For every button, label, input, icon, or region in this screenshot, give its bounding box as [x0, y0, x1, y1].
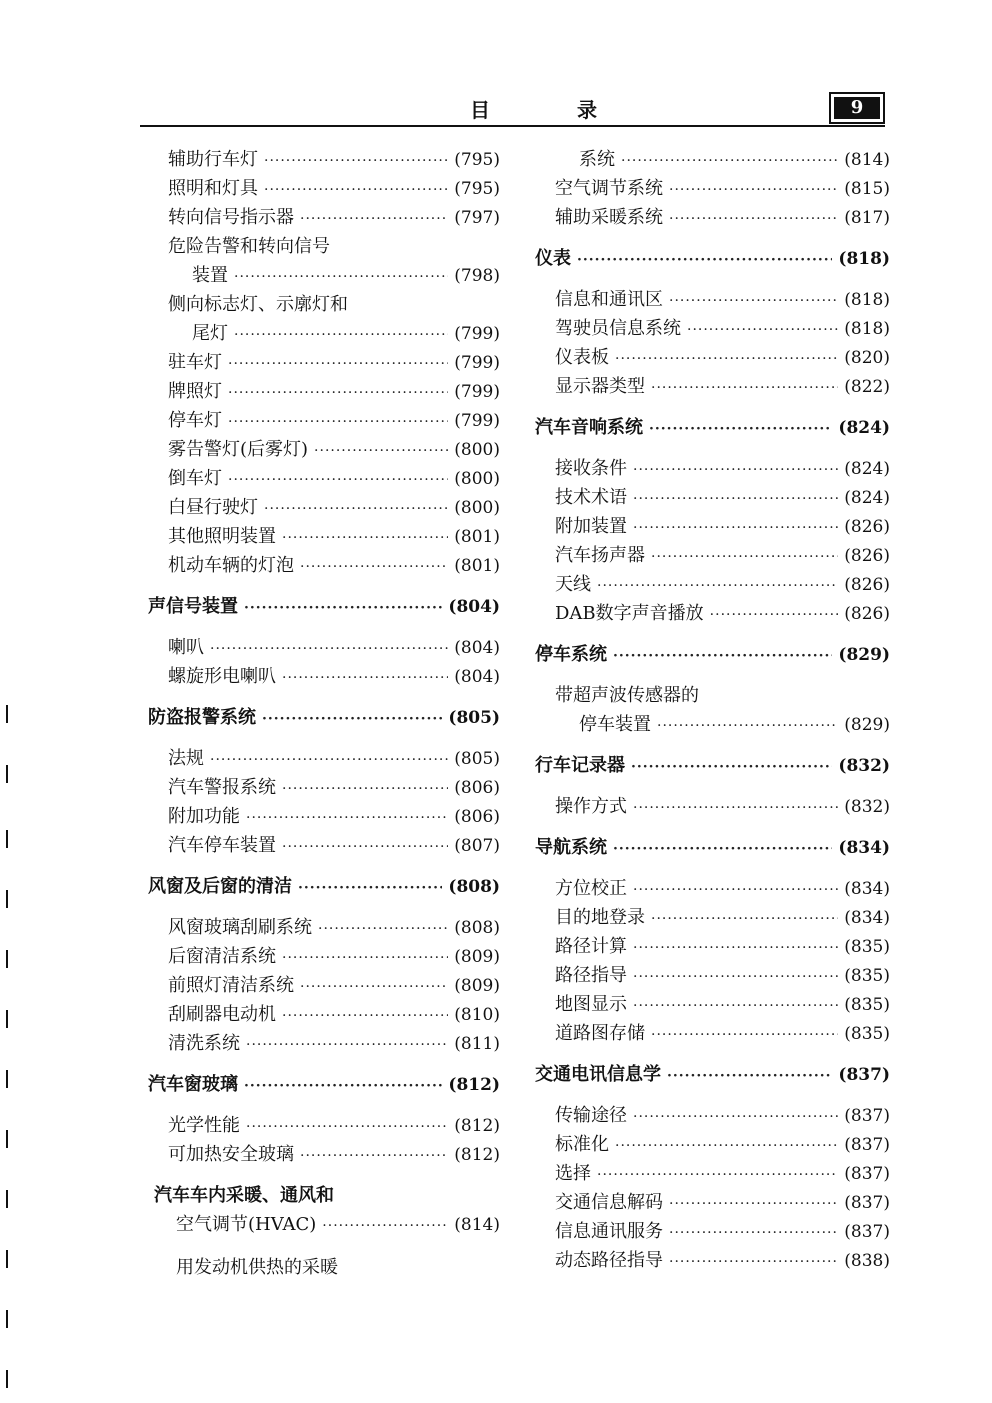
toc-page-number: (800)	[454, 469, 500, 489]
toc-page-number: (795)	[454, 179, 500, 199]
dot-leader	[314, 437, 448, 466]
toc-entry[interactable]	[148, 406, 500, 435]
toc-entry-label: 照明和灯具	[168, 178, 258, 199]
toc-entry-label: 天线	[555, 574, 591, 595]
toc-entry-label: 动态路径指导	[555, 1250, 663, 1271]
dot-leader	[282, 1002, 448, 1031]
scan-edge-mark	[6, 830, 8, 848]
toc-section-entry[interactable]	[148, 872, 500, 901]
dot-leader	[318, 915, 448, 944]
dot-leader	[244, 1072, 442, 1101]
toc-page-number: (824)	[838, 418, 890, 438]
toc-entry[interactable]	[535, 1217, 890, 1246]
toc-page-number: (837)	[838, 1065, 890, 1085]
toc-entry[interactable]	[148, 773, 500, 802]
toc-entry[interactable]	[535, 599, 890, 628]
scan-edge-mark	[6, 1190, 8, 1208]
scan-edge-mark	[6, 1130, 8, 1148]
dot-leader	[710, 601, 839, 630]
toc-page-number: (829)	[838, 645, 890, 665]
dot-leader	[322, 1212, 448, 1241]
toc-entry-label: 可加热安全玻璃	[168, 1144, 294, 1165]
toc-page-number: (834)	[844, 908, 890, 928]
toc-entry-label: 白昼行驶灯	[168, 497, 258, 518]
toc-page-number: (826)	[844, 604, 890, 624]
dot-leader	[577, 246, 832, 275]
toc-page-number: (837)	[844, 1106, 890, 1126]
toc-entry-label: 驾驶员信息系统	[555, 318, 681, 339]
dot-leader	[633, 963, 838, 992]
toc-entry-label: 方位校正	[555, 878, 627, 899]
scan-edge-mark	[6, 765, 8, 783]
toc-page-number: (810)	[454, 1005, 500, 1025]
toc-page-number: (806)	[454, 807, 500, 827]
scan-edge-mark	[6, 950, 8, 968]
toc-page-number: (818)	[844, 290, 890, 310]
toc-entry-label: 防盗报警系统	[148, 707, 256, 728]
toc-entry-label: 后窗清洁系统	[168, 946, 276, 967]
dot-leader	[633, 485, 838, 514]
toc-entry[interactable]	[148, 1140, 500, 1169]
dot-leader	[657, 712, 838, 741]
toc-entry-label: 辅助行车灯	[168, 149, 258, 170]
toc-page-number: (812)	[454, 1145, 500, 1165]
toc-entry[interactable]	[148, 1029, 500, 1058]
toc-left-column	[148, 145, 500, 1282]
toc-entry-label: 行车记录器	[535, 755, 625, 776]
scan-edge-mark	[6, 1070, 8, 1088]
toc-page-number: (818)	[838, 249, 890, 269]
dot-leader	[228, 350, 448, 379]
toc-page-number: (801)	[454, 527, 500, 547]
toc-entry-heading-line	[148, 290, 500, 319]
dot-leader	[633, 514, 838, 543]
toc-entry-label: 雾告警灯(后雾灯)	[168, 439, 309, 460]
toc-entry-label: 汽车车内采暖、通风和	[154, 1185, 334, 1206]
toc-entry[interactable]	[535, 372, 890, 401]
dot-leader	[669, 1248, 838, 1277]
toc-page-number: (799)	[454, 324, 500, 344]
toc-entry[interactable]	[535, 512, 890, 541]
toc-section-entry[interactable]	[148, 703, 500, 732]
dot-leader	[597, 572, 838, 601]
scan-edge-mark	[6, 1250, 8, 1268]
toc-entry-label: 汽车音响系统	[535, 417, 643, 438]
toc-entry-label: 光学性能	[168, 1115, 240, 1136]
toc-entry-label: 用发动机供热的采暖	[176, 1257, 338, 1278]
scan-edge-mark	[6, 705, 8, 723]
toc-entry[interactable]	[535, 903, 890, 932]
toc-entry-label: 附加功能	[168, 806, 240, 827]
toc-page-number: (809)	[454, 976, 500, 996]
toc-entry-label: 接收条件	[555, 458, 627, 479]
toc-page-number: (835)	[844, 937, 890, 957]
toc-page-number: (837)	[844, 1222, 890, 1242]
dot-leader	[669, 205, 838, 234]
toc-page-number: (817)	[844, 208, 890, 228]
page-header	[140, 92, 885, 126]
dot-leader	[633, 876, 838, 905]
toc-page-number: (798)	[454, 266, 500, 286]
toc-page-number: (807)	[454, 836, 500, 856]
dot-leader	[669, 287, 838, 316]
toc-entry[interactable]	[148, 261, 500, 290]
toc-entry-label: 驻车灯	[168, 352, 222, 373]
toc-entry[interactable]	[535, 203, 890, 232]
dot-leader	[262, 705, 442, 734]
toc-entry-heading-line	[535, 681, 890, 710]
toc-page-number: (812)	[448, 1075, 500, 1095]
dot-leader	[246, 804, 448, 833]
toc-right-column	[535, 145, 890, 1275]
toc-entry-label: 路径计算	[555, 936, 627, 957]
toc-entry-label: 技术术语	[555, 487, 627, 508]
toc-page-number: (826)	[844, 575, 890, 595]
dot-leader	[300, 1142, 448, 1171]
dot-leader	[228, 408, 448, 437]
toc-entry-label: 导航系统	[535, 837, 607, 858]
dot-leader	[633, 992, 838, 1021]
toc-entry-label: 前照灯清洁系统	[168, 975, 294, 996]
dot-leader	[234, 263, 448, 292]
toc-entry[interactable]	[148, 377, 500, 406]
dot-leader	[651, 905, 838, 934]
toc-entry-label: 声信号装置	[148, 596, 238, 617]
toc-page-number: (835)	[844, 995, 890, 1015]
dot-leader	[246, 1031, 448, 1060]
toc-entry-label: 路径指导	[555, 965, 627, 986]
toc-entry-label: 目的地登录	[555, 907, 645, 928]
dot-leader	[621, 147, 838, 176]
toc-entry[interactable]	[148, 348, 500, 377]
toc-page-number: (808)	[454, 918, 500, 938]
toc-entry-label: 辅助采暖系统	[555, 207, 663, 228]
toc-entry[interactable]	[148, 1111, 500, 1140]
toc-page-number: (811)	[454, 1034, 500, 1054]
toc-page-number: (804)	[448, 597, 500, 617]
toc-entry-label: 带超声波传感器的	[555, 685, 699, 706]
toc-entry-label: 风窗玻璃刮刷系统	[168, 917, 312, 938]
toc-entry-label: 停车装置	[579, 714, 651, 735]
toc-entry-heading-line	[148, 1181, 500, 1210]
toc-page-number: (801)	[454, 556, 500, 576]
dot-leader	[228, 466, 448, 495]
toc-section-entry[interactable]	[148, 592, 500, 621]
toc-entry-label: 风窗及后窗的清洁	[148, 876, 292, 897]
toc-page-number: (815)	[844, 179, 890, 199]
toc-page-number: (824)	[844, 459, 890, 479]
toc-entry[interactable]	[148, 913, 500, 942]
dot-leader	[282, 833, 448, 862]
dot-leader	[669, 1190, 838, 1219]
page-title: 目 录	[470, 98, 637, 122]
toc-entry-label: 转向信号指示器	[168, 207, 294, 228]
toc-entry-heading-line	[148, 232, 500, 261]
toc-entry[interactable]	[535, 454, 890, 483]
dot-leader	[649, 415, 832, 444]
dot-leader	[651, 1021, 838, 1050]
toc-entry[interactable]	[535, 1130, 890, 1159]
toc-entry-label: 法规	[168, 748, 204, 769]
toc-entry[interactable]	[148, 942, 500, 971]
dot-leader	[633, 1103, 838, 1132]
toc-entry-label: 信息通讯服务	[555, 1221, 663, 1242]
toc-entry-label: 汽车停车装置	[168, 835, 276, 856]
dot-leader	[687, 316, 838, 345]
toc-entry[interactable]	[535, 874, 890, 903]
toc-section-entry[interactable]	[535, 833, 890, 862]
toc-page-number: (837)	[844, 1164, 890, 1184]
dot-leader	[282, 524, 448, 553]
toc-entry-label: 附加装置	[555, 516, 627, 537]
toc-entry-label: 空气调节(HVAC)	[176, 1214, 317, 1235]
toc-page-number: (832)	[838, 756, 890, 776]
toc-entry[interactable]	[148, 1210, 500, 1239]
dot-leader	[615, 345, 838, 374]
dot-leader	[633, 794, 838, 823]
toc-entry[interactable]	[148, 1000, 500, 1029]
dot-leader	[651, 374, 838, 403]
toc-entry[interactable]	[535, 932, 890, 961]
toc-page-number: (835)	[844, 1024, 890, 1044]
toc-entry-label: 操作方式	[555, 796, 627, 817]
toc-entry-label: 汽车扬声器	[555, 545, 645, 566]
dot-leader	[667, 1062, 832, 1091]
toc-page-number: (814)	[454, 1215, 500, 1235]
toc-entry-label: 清洗系统	[168, 1033, 240, 1054]
dot-leader	[244, 594, 442, 623]
toc-page-number: (812)	[454, 1116, 500, 1136]
dot-leader	[298, 874, 442, 903]
toc-page-number: (822)	[844, 377, 890, 397]
toc-entry[interactable]	[148, 174, 500, 203]
dot-leader	[615, 1132, 838, 1161]
dot-leader	[210, 746, 448, 775]
toc-page-number: (832)	[844, 797, 890, 817]
dot-leader	[651, 543, 838, 572]
dot-leader	[246, 1113, 448, 1142]
dot-leader	[669, 176, 838, 205]
toc-entry-label: 装置	[192, 265, 228, 286]
toc-page-number: (800)	[454, 498, 500, 518]
toc-entry[interactable]	[148, 464, 500, 493]
dot-leader	[210, 635, 448, 664]
header-rule	[140, 125, 885, 127]
dot-leader	[300, 973, 448, 1002]
dot-leader	[264, 176, 448, 205]
toc-entry[interactable]	[148, 493, 500, 522]
toc-entry[interactable]	[148, 203, 500, 232]
toc-page-number: (818)	[844, 319, 890, 339]
toc-page-number: (806)	[454, 778, 500, 798]
toc-entry-label: 道路图存储	[555, 1023, 645, 1044]
toc-entry[interactable]	[148, 633, 500, 662]
toc-page-number: (804)	[454, 667, 500, 687]
toc-entry-label: 标准化	[555, 1134, 609, 1155]
toc-entry[interactable]	[148, 831, 500, 860]
dot-leader	[669, 1219, 838, 1248]
dot-leader	[633, 934, 838, 963]
toc-entry[interactable]	[148, 319, 500, 348]
toc-entry[interactable]	[148, 551, 500, 580]
toc-page-number: (799)	[454, 382, 500, 402]
dot-leader	[264, 147, 448, 176]
toc-section-entry[interactable]	[535, 413, 890, 442]
dot-leader	[228, 379, 448, 408]
toc-page-number: (797)	[454, 208, 500, 228]
toc-entry-label: 汽车窗玻璃	[148, 1074, 238, 1095]
dot-leader	[300, 205, 448, 234]
scan-edge-mark	[6, 1370, 8, 1388]
toc-entry-label: 地图显示	[555, 994, 627, 1015]
toc-page-number: (829)	[844, 715, 890, 735]
toc-entry-label: DAB数字声音播放	[555, 603, 704, 624]
toc-entry-label: 侧向标志灯、示廓灯和	[168, 294, 348, 315]
toc-entry-label: 仪表板	[555, 347, 609, 368]
toc-entry-label: 其他照明装置	[168, 526, 276, 547]
toc-entry[interactable]	[535, 710, 890, 739]
toc-page-number: (826)	[844, 546, 890, 566]
dot-leader	[282, 944, 448, 973]
toc-section-entry[interactable]	[535, 1060, 890, 1089]
toc-entry-label: 喇叭	[168, 637, 204, 658]
toc-entry-label: 危险告警和转向信号	[168, 236, 330, 257]
toc-entry-label: 尾灯	[192, 323, 228, 344]
toc-entry-label: 交通电讯信息学	[535, 1064, 661, 1085]
dot-leader	[282, 775, 448, 804]
toc-entry-label: 信息和通讯区	[555, 289, 663, 310]
toc-entry-label: 空气调节系统	[555, 178, 663, 199]
toc-entry-label: 系统	[579, 149, 615, 170]
toc-page-number: (824)	[844, 488, 890, 508]
toc-page-number: (837)	[844, 1193, 890, 1213]
dot-leader	[234, 321, 448, 350]
toc-page-number: (834)	[838, 838, 890, 858]
toc-entry[interactable]	[535, 343, 890, 372]
toc-entry[interactable]	[535, 1159, 890, 1188]
toc-page-number: (795)	[454, 150, 500, 170]
toc-entry[interactable]	[535, 792, 890, 821]
toc-page-number: (799)	[454, 411, 500, 431]
toc-section-entry[interactable]	[535, 244, 890, 273]
toc-page-number: (820)	[844, 348, 890, 368]
toc-page-number: (805)	[448, 708, 500, 728]
toc-section-entry[interactable]	[535, 640, 890, 669]
toc-entry[interactable]	[535, 570, 890, 599]
toc-page-number: (834)	[844, 879, 890, 899]
scan-edge-mark	[6, 1010, 8, 1028]
toc-entry[interactable]	[148, 522, 500, 551]
toc-entry[interactable]	[535, 541, 890, 570]
toc-entry[interactable]	[148, 971, 500, 1000]
dot-leader	[631, 753, 832, 782]
toc-page-number: (837)	[844, 1135, 890, 1155]
toc-page-number: (835)	[844, 966, 890, 986]
toc-page-number: (838)	[844, 1251, 890, 1271]
toc-entry[interactable]	[535, 314, 890, 343]
dot-leader	[264, 495, 448, 524]
toc-page-number: (800)	[454, 440, 500, 460]
toc-page-number: (808)	[448, 877, 500, 897]
toc-entry[interactable]	[148, 802, 500, 831]
toc-entry[interactable]	[535, 1101, 890, 1130]
scan-edge-mark	[6, 1310, 8, 1328]
toc-entry[interactable]	[535, 961, 890, 990]
toc-entry-label: 显示器类型	[555, 376, 645, 397]
toc-entry-label: 传输途径	[555, 1105, 627, 1126]
toc-entry-label: 牌照灯	[168, 381, 222, 402]
toc-entry-label: 螺旋形电喇叭	[168, 666, 276, 687]
toc-entry[interactable]	[535, 1019, 890, 1048]
toc-entry[interactable]	[148, 744, 500, 773]
toc-entry-label: 倒车灯	[168, 468, 222, 489]
toc-entry-label: 汽车警报系统	[168, 777, 276, 798]
toc-page-number: (799)	[454, 353, 500, 373]
toc-entry[interactable]	[148, 435, 500, 464]
toc-entry[interactable]	[148, 145, 500, 174]
toc-entry[interactable]	[535, 285, 890, 314]
toc-page-number: (809)	[454, 947, 500, 967]
dot-leader	[613, 642, 832, 671]
toc-entry-label: 机动车辆的灯泡	[168, 555, 294, 576]
toc-page-number: (826)	[844, 517, 890, 537]
toc-page-number: (814)	[844, 150, 890, 170]
toc-entry[interactable]	[535, 174, 890, 203]
toc-entry[interactable]	[535, 1246, 890, 1275]
toc-entry[interactable]	[535, 145, 890, 174]
toc-entry[interactable]	[535, 990, 890, 1019]
toc-entry-label: 刮刷器电动机	[168, 1004, 276, 1025]
dot-leader	[633, 456, 838, 485]
page-number-badge: 9	[829, 92, 885, 124]
toc-entry-label: 停车系统	[535, 644, 607, 665]
scan-edge-mark	[6, 890, 8, 908]
toc-entry[interactable]	[148, 662, 500, 691]
toc-section-entry[interactable]	[148, 1070, 500, 1099]
toc-entry[interactable]	[535, 1188, 890, 1217]
dot-leader	[613, 835, 832, 864]
toc-page-number: (804)	[454, 638, 500, 658]
toc-entry[interactable]	[535, 483, 890, 512]
toc-entry-label: 交通信息解码	[555, 1192, 663, 1213]
toc-section-entry[interactable]	[535, 751, 890, 780]
toc-page-number: (805)	[454, 749, 500, 769]
toc-entry-label: 选择	[555, 1163, 591, 1184]
dot-leader	[300, 553, 448, 582]
toc-entry-label: 停车灯	[168, 410, 222, 431]
toc-entry-label: 仪表	[535, 248, 571, 269]
dot-leader	[282, 664, 448, 693]
dot-leader	[597, 1161, 838, 1190]
toc-entry-heading-line	[148, 1253, 500, 1282]
